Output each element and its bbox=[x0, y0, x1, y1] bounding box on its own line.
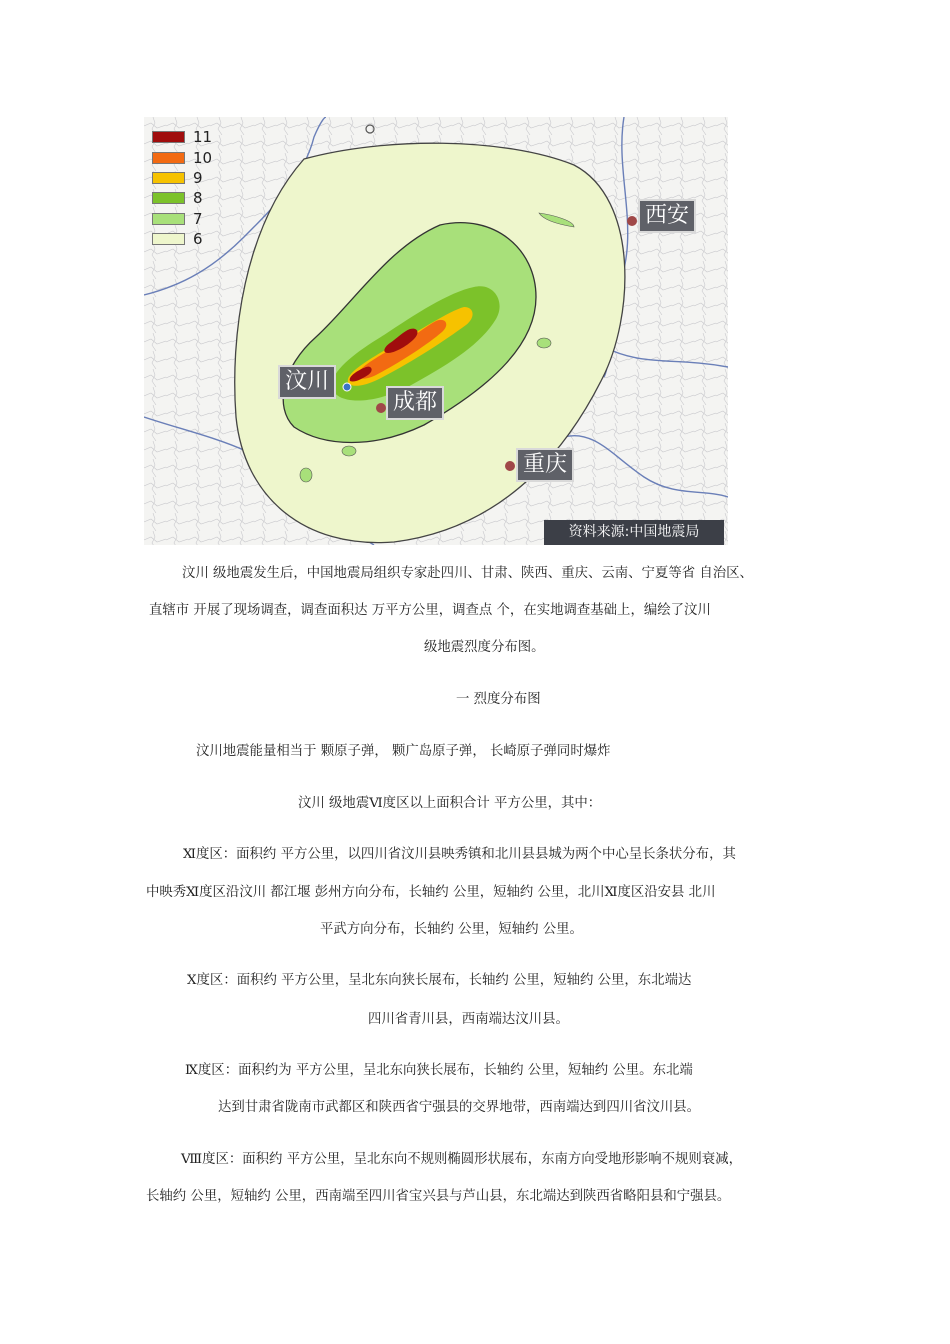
text-line: Ⅹ度区：面积约 平方公里，呈北东向狭长展布，长轴约 公里，短轴约 公里，东北端达 bbox=[187, 973, 692, 988]
legend-item bbox=[152, 127, 242, 147]
city-marker-chongqing bbox=[505, 461, 515, 471]
map-legend bbox=[152, 127, 242, 249]
legend-swatch bbox=[152, 233, 185, 245]
legend-swatch bbox=[152, 131, 185, 143]
city-marker-xian bbox=[627, 216, 637, 226]
intensity-zone-7 bbox=[300, 468, 312, 482]
text-line: 汶川 级地震发生后，中国地震局组织专家赴四川、甘肃、陕西、重庆、云南、宁夏等省 自治区、 bbox=[182, 566, 753, 581]
text-line: 中映秀Ⅺ度区沿汶川 都江堰 彭州方向分布，长轴约 公里，短轴约 公里，北川Ⅺ度区沿安县 北川 bbox=[146, 885, 716, 900]
city-label-wenchuan: 汶川 bbox=[278, 365, 336, 399]
legend-label: 8 bbox=[193, 189, 203, 208]
text-line: Ⅸ度区：面积约为 平方公里，呈北东向狭长展布，长轴约 公里，短轴约 公里。东北端 bbox=[185, 1063, 693, 1078]
text-line: 长轴约 公里，短轴约 公里，西南端至四川省宝兴县与芦山县，东北端达到陕西省略阳县和宁强县。 bbox=[146, 1189, 731, 1204]
legend-swatch bbox=[152, 172, 185, 184]
legend-item bbox=[152, 147, 242, 167]
legend-item bbox=[152, 209, 242, 229]
text-line: 四川省青川县，西南端达汶川县。 bbox=[368, 1012, 569, 1027]
legend-label: 11 bbox=[193, 128, 213, 147]
text-line: 平武方向分布，长轴约 公里，短轴约 公里。 bbox=[320, 922, 583, 937]
legend-swatch bbox=[152, 213, 185, 225]
section-heading: 一 烈度分布图 bbox=[456, 692, 541, 707]
legend-swatch bbox=[152, 152, 185, 164]
text-line: 达到甘肃省陇南市武都区和陕西省宁强县的交界地带，西南端达到四川省汶川县。 bbox=[218, 1100, 701, 1115]
text-line: 汶川地震能量相当于 颗原子弹， 颗广岛原子弹， 长崎原子弹同时爆炸 bbox=[196, 744, 611, 759]
city-marker-chengdu bbox=[376, 403, 386, 413]
city-label-chengdu: 成都 bbox=[386, 386, 444, 420]
intensity-zone-7 bbox=[537, 338, 551, 348]
legend-item bbox=[152, 168, 242, 188]
legend-item bbox=[152, 188, 242, 208]
intensity-zone-7 bbox=[342, 446, 356, 456]
legend-item bbox=[152, 229, 242, 249]
text-line: Ⅺ度区：面积约 平方公里，以四川省汶川县映秀镇和北川县县城为两个中心呈长条状分布，其 bbox=[183, 847, 736, 862]
text-line: 级地震烈度分布图。 bbox=[424, 640, 545, 655]
intensity-map-figure bbox=[144, 117, 728, 545]
city-marker-wenchuan bbox=[343, 383, 351, 391]
text-line: 直辖市 开展了现场调查，调查面积达 万平方公里，调查点 个，在实地调查基础上，编绘了汶川 bbox=[149, 603, 711, 618]
legend-label: 7 bbox=[193, 209, 203, 228]
text-line: Ⅷ度区：面积约 平方公里，呈北东向不规则椭圆形状展布，东南方向受地形影响不规则衰减， bbox=[181, 1152, 742, 1167]
source-credit: 资料来源:中国地震局 bbox=[544, 520, 724, 545]
city-label-xian: 西安 bbox=[638, 199, 696, 233]
text-line: 汶川 级地震Ⅵ度区以上面积合计 平方公里，其中： bbox=[298, 796, 602, 811]
legend-label: 6 bbox=[193, 230, 203, 249]
legend-label: 10 bbox=[193, 148, 213, 167]
legend-label: 9 bbox=[193, 168, 203, 187]
legend-swatch bbox=[152, 192, 185, 204]
city-label-chongqing: 重庆 bbox=[516, 448, 574, 482]
